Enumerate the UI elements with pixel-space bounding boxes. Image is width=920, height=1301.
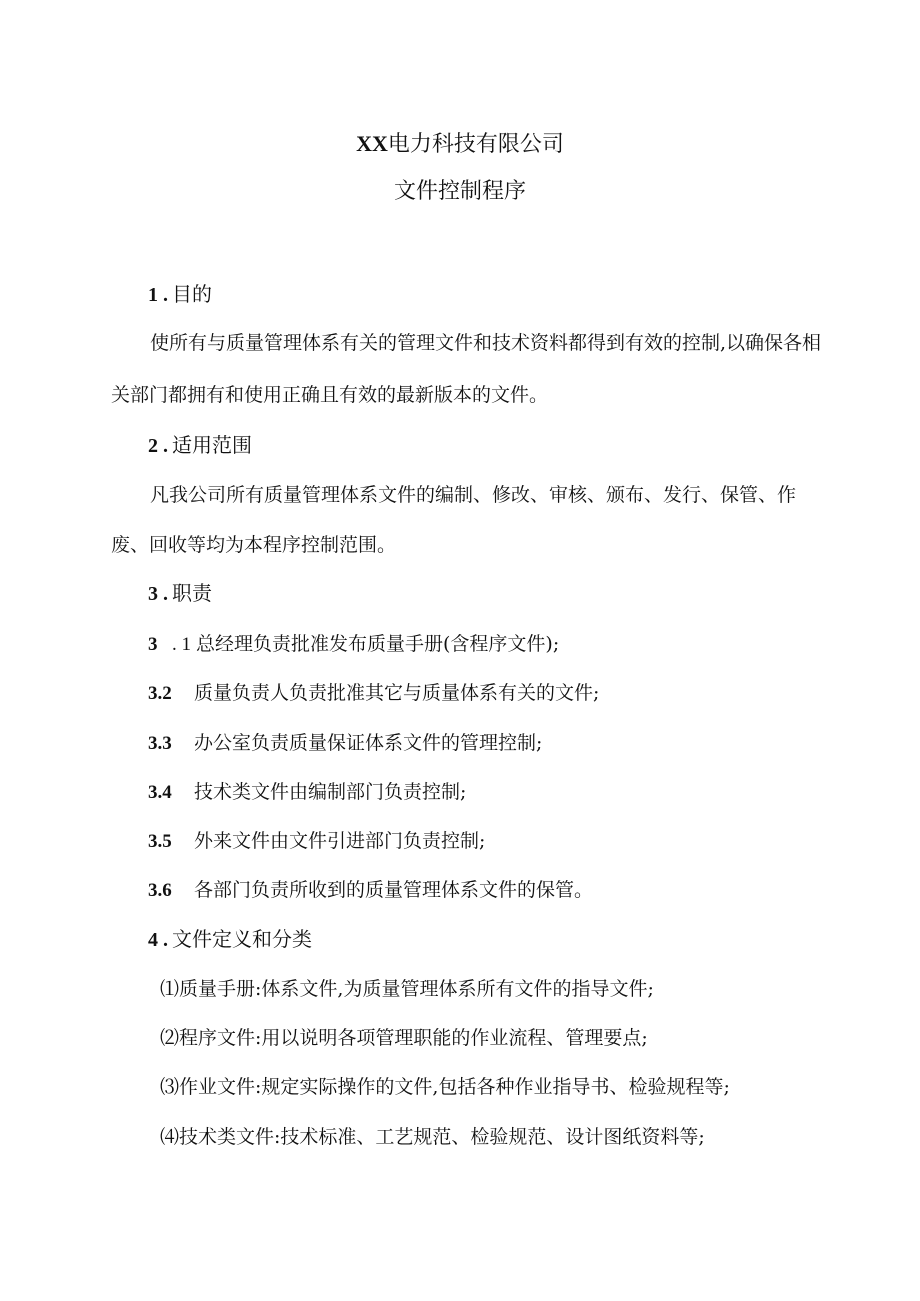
duty-number: 3.2 — [148, 683, 172, 704]
duty-text: 外来文件由文件引进部门负责控制; — [194, 830, 486, 852]
duty-text: 办公室负责质量保证体系文件的管理控制; — [194, 732, 543, 754]
duty-item — [148, 878, 593, 903]
section-number: 1 . — [148, 284, 168, 306]
paragraph-line: 使所有与质量管理体系有关的管理文件和技术资料都得到有效的控制,以确保各相 — [150, 332, 822, 354]
paragraph-line: 废、回收等均为本程序控制范围。 — [111, 534, 397, 556]
duty-number: 3.4 — [148, 782, 172, 803]
section-heading-scope — [148, 433, 252, 458]
definition-marker: ⑵ — [160, 1027, 180, 1049]
duty-text: 总经理负责批准发布质量手册(含程序文件); — [196, 633, 560, 655]
paragraph-line: 关部门都拥有和使用正确且有效的最新版本的文件。 — [111, 384, 549, 406]
definition-item — [160, 1125, 705, 1149]
definition-text: 质量手册:体系文件,为质量管理体系所有文件的指导文件; — [179, 978, 654, 1000]
company-name: 电力科技有限公司 — [387, 132, 564, 157]
duty-item — [148, 780, 466, 805]
duty-number: 3 — [148, 634, 158, 655]
duty-text: 质量负责人负责批准其它与质量体系有关的文件; — [194, 682, 600, 704]
section-number: 2 . — [148, 435, 168, 457]
definition-item — [160, 1026, 648, 1050]
section-title: 适用范围 — [172, 433, 252, 457]
definition-marker: ⑶ — [160, 1076, 180, 1098]
section-heading-purpose — [148, 282, 212, 307]
company-title — [0, 130, 920, 159]
duty-text: 技术类文件由编制部门负责控制; — [194, 781, 467, 803]
definition-item — [160, 1075, 730, 1099]
document-title: 文件控制程序 — [393, 179, 526, 204]
duty-number: 3.5 — [148, 831, 172, 852]
duty-number: 3.3 — [148, 733, 172, 754]
duty-text: 各部门负责所收到的质量管理体系文件的保管。 — [194, 879, 594, 901]
company-prefix: XX — [356, 131, 388, 156]
duty-number: 3.6 — [148, 880, 172, 901]
duty-item — [148, 829, 485, 854]
paragraph-line: 凡我公司所有质量管理体系文件的编制、修改、审核、颁布、发行、保管、作 — [150, 484, 797, 506]
definition-item — [160, 977, 654, 1001]
section-title: 职责 — [172, 581, 212, 605]
section-heading-duties — [148, 581, 212, 606]
definition-text: 程序文件:用以说明各项管理职能的作业流程、管理要点; — [179, 1027, 648, 1049]
definition-text: 技术类文件:技术标准、工艺规范、检验规范、设计图纸资料等; — [179, 1126, 705, 1148]
duty-item — [148, 681, 599, 706]
definition-marker: ⑴ — [160, 978, 180, 1000]
definition-marker: ⑷ — [160, 1126, 180, 1148]
definition-text: 作业文件:规定实际操作的文件,包括各种作业指导书、检验规程等; — [179, 1076, 730, 1098]
section-title: 文件定义和分类 — [172, 927, 312, 951]
section-title: 目的 — [172, 282, 212, 306]
duty-item — [148, 632, 559, 657]
duty-item — [148, 731, 542, 756]
section-heading-definitions — [148, 927, 312, 952]
duty-subnumber: . 1 — [172, 634, 191, 655]
section-number: 3 . — [148, 583, 168, 605]
section-number: 4 . — [148, 929, 168, 951]
